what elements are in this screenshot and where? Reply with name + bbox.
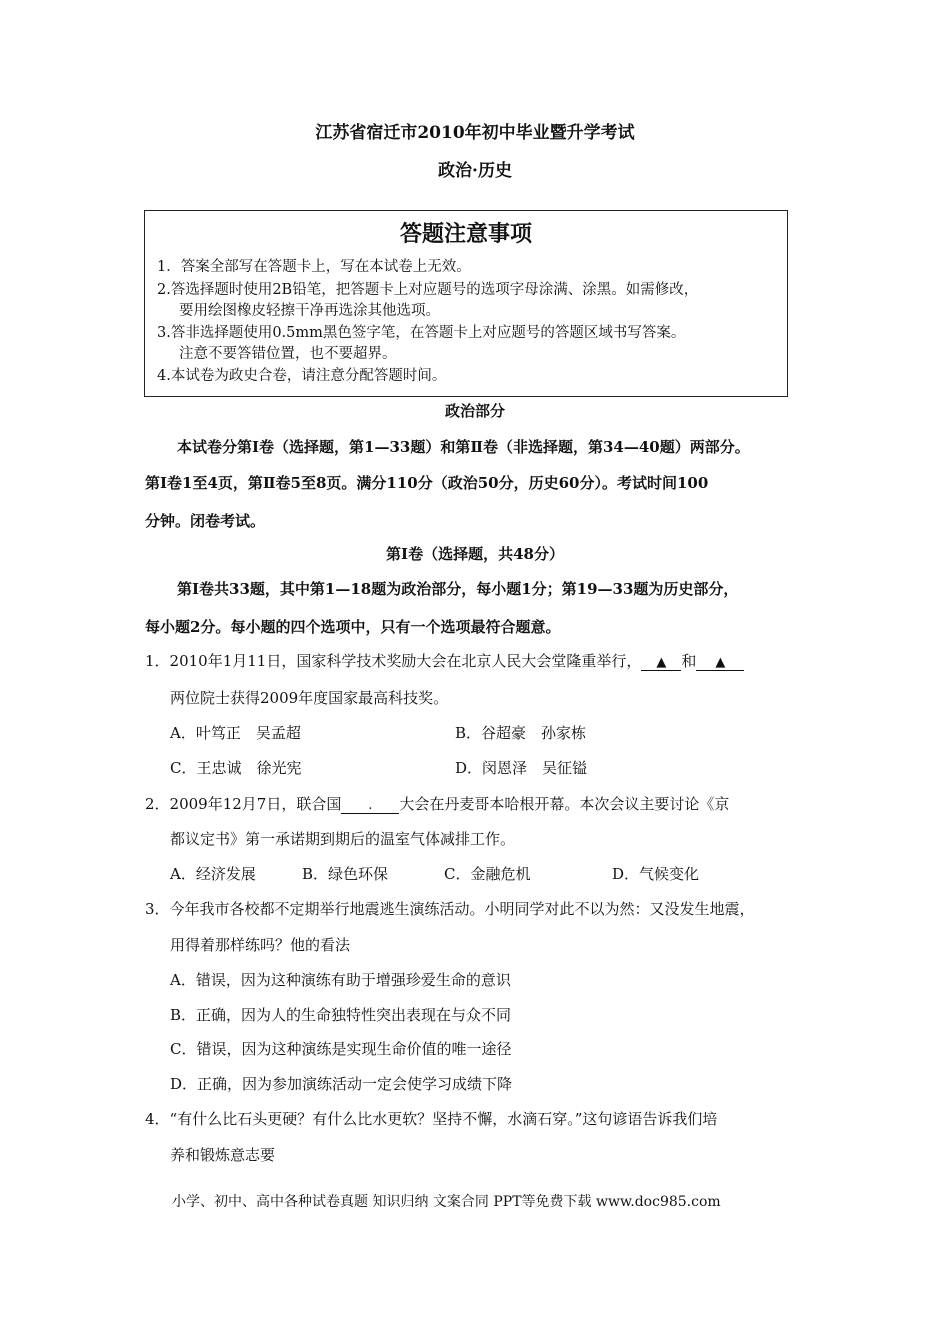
- notice-item-2-cont: 要用绘图橡皮轻擦干净再选涂其他选项。: [179, 303, 440, 319]
- question-2-line-2: 都议定书》第一承诺期到期后的温室气体减排工作。: [170, 830, 516, 848]
- notice-item-2: 2.答选择题时使用2B铅笔，把答题卡上对应题号的选项字母涂满、涂黑。如需修改，: [157, 282, 699, 298]
- answer-blank: ▲: [641, 655, 681, 671]
- question-1-option-d: D．闵恩泽 吴征镒: [455, 759, 588, 777]
- part-line-1: 第Ⅰ卷共33题，其中第1—18题为政治部分，每小题1分；第19—33题为历史部分，: [177, 580, 739, 598]
- question-2-option-d: D．气候变化: [612, 865, 700, 883]
- question-4-line-1: 4．“有什么比石头更硬？有什么比水更软？坚持不懈，水滴石穿。”这句谚语告诉我们培: [145, 1110, 718, 1128]
- question-1-line-2: 两位院士获得2009年度国家最高科技奖。: [170, 689, 449, 707]
- notice-item-4: 4.本试卷为政史合卷，请注意分配答题时间。: [157, 368, 447, 384]
- answer-blank: .: [341, 798, 399, 814]
- question-3-option-a: A．错误，因为这种演练有助于增强珍爱生命的意识: [170, 971, 511, 989]
- question-2-text-end: 大会在丹麦哥本哈根开幕。本次会议主要讨论《京: [399, 795, 730, 813]
- intro-line-3: 分钟。闭卷考试。: [145, 512, 266, 530]
- footer-text: 小学、初中、高中各种试卷真题 知识归纳 文案合同 PPT等免费下载 www.doc985.com: [172, 1194, 721, 1210]
- question-4-line-2: 养和锻炼意志要: [170, 1146, 276, 1164]
- question-1-option-a: A．叶笃正 吴孟超: [170, 724, 301, 742]
- part-line-2: 每小题2分。每小题的四个选项中，只有一个选项最符合题意。: [145, 618, 561, 636]
- question-3-option-d: D．正确，因为参加演练活动一定会使学习成绩下降: [170, 1075, 513, 1093]
- question-1-option-b: B．谷超豪 孙家栋: [455, 724, 587, 742]
- question-1-text: 1．2010年1月11日，国家科学技术奖励大会在北京人民大会堂隆重举行，: [145, 652, 642, 670]
- question-2-option-c: C．金融危机: [444, 865, 531, 883]
- question-2-option-a: A．经济发展: [170, 865, 256, 883]
- question-1-mid: 和: [681, 652, 697, 670]
- notice-item-3: 3.答非选择题使用0.5mm黑色签字笔，在答题卡上对应题号的答题区域书写答案。: [157, 325, 686, 341]
- notice-box: [144, 210, 788, 397]
- notice-item-1: 1．答案全部写在答题卡上，写在本试卷上无效。: [157, 259, 471, 275]
- question-3-line-2: 用得着那样练吗？他的看法: [170, 936, 351, 954]
- intro-line-2: 第Ⅰ卷1至4页，第Ⅱ卷5至8页。满分110分（政治50分，历史60分）。考试时间100: [145, 474, 709, 492]
- part-title: 第Ⅰ卷（选择题，共48分）: [386, 545, 564, 563]
- question-3-option-b: B．正确，因为人的生命独特性突出表现在与众不同: [170, 1006, 512, 1024]
- exam-title: 江苏省宿迁市2010年初中毕业暨升学考试: [315, 123, 635, 143]
- question-3-option-c: C．错误，因为这种演练是实现生命价值的唯一途径: [170, 1040, 512, 1058]
- question-1-line-1: [145, 650, 744, 671]
- exam-subtitle: 政治·历史: [438, 161, 512, 181]
- section-title: 政治部分: [444, 402, 505, 420]
- answer-blank: ▲: [696, 655, 744, 671]
- question-1-option-c: C．王忠诚 徐光宪: [170, 759, 302, 777]
- question-2-text: 2．2009年12月7日，联合国: [145, 795, 342, 813]
- question-3-line-1: 3．今年我市各校都不定期举行地震逃生演练活动。小明同学对此不以为然：又没发生地震，: [145, 900, 755, 918]
- notice-heading: 答题注意事项: [399, 221, 532, 247]
- question-2-option-b: B．绿色环保: [302, 865, 389, 883]
- notice-item-3-cont: 注意不要答错位置，也不要超界。: [179, 346, 397, 362]
- question-2-line-1: [145, 793, 729, 814]
- intro-line-1: 本试卷分第Ⅰ卷（选择题，第1—33题）和第Ⅱ卷（非选择题，第34—40题）两部分。: [177, 438, 750, 456]
